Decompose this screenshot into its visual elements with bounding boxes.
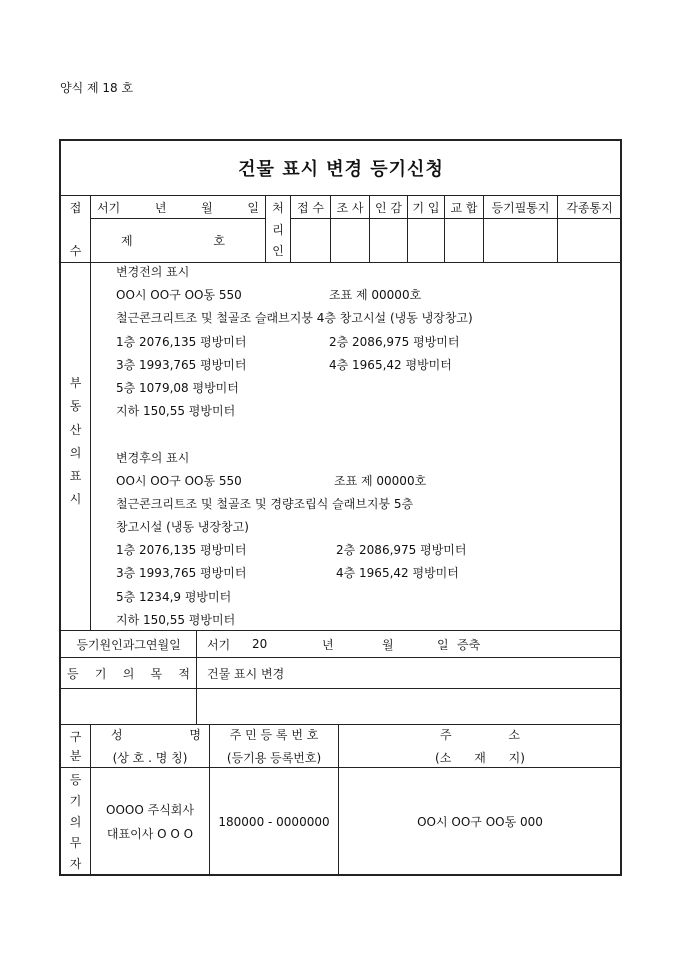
label-char: 목 — [150, 666, 163, 681]
label-char: 부 — [69, 376, 82, 390]
reception-date-field[interactable] — [90, 195, 266, 219]
after-floor: 2층 2086,975 평방미터 — [336, 543, 467, 557]
party-name[interactable] — [90, 767, 210, 876]
header-main: 주 민 등 록 번 호 — [229, 728, 319, 742]
step-header: 각종통지 — [557, 195, 622, 219]
label-char: 의 — [69, 445, 82, 460]
party-category — [60, 767, 91, 876]
header-sub: (소 재 지) — [435, 751, 525, 765]
label-char: 인 — [272, 244, 284, 258]
header-sub: (상 호 . 명 칭) — [112, 751, 188, 765]
cause-part: 증축 — [457, 637, 481, 652]
header-char: 소 — [508, 728, 520, 742]
label-char: 분 — [69, 749, 82, 763]
before-floor: 2층 2086,975 평방미터 — [329, 335, 460, 349]
header-char: 주 — [440, 728, 452, 742]
before-address: OO시 OO구 OO동 550 — [116, 288, 242, 302]
label-char: 자 — [69, 857, 82, 871]
after-floor: 4층 1965,42 평방미터 — [336, 566, 459, 580]
step-stamp-cell[interactable] — [369, 218, 408, 263]
label-char: 리 — [272, 222, 284, 237]
step-stamp-cell[interactable] — [444, 218, 484, 263]
step-header: 등기필통지 — [483, 195, 558, 219]
cause-part: 20 — [252, 637, 268, 651]
before-floor: 지하 150,55 평방미터 — [116, 404, 236, 418]
after-address: OO시 OO구 OO동 550 — [116, 474, 242, 488]
step-header: 인 감 — [369, 195, 408, 219]
header-char: 명 — [189, 728, 201, 742]
step-stamp-cell[interactable] — [330, 218, 370, 263]
after-floor: 5층 1234,9 평방미터 — [116, 590, 232, 604]
date-part: 일 — [247, 200, 259, 215]
name-line: 대표이사 O O O — [106, 826, 194, 841]
party-address[interactable]: OO시 OO구 OO동 000 — [338, 767, 622, 876]
category-header — [60, 724, 91, 768]
before-floor: 5층 1079,08 평방미터 — [116, 381, 239, 395]
header-sub: (등기용 등록번호) — [226, 751, 322, 765]
step-stamp-cell[interactable] — [407, 218, 445, 263]
number-part: 제 — [121, 234, 133, 248]
reception-number-field[interactable] — [90, 218, 266, 263]
cause-label: 등기원인과그연월일 — [60, 630, 197, 658]
label-char: 무 — [69, 836, 82, 850]
label-char: 등 — [69, 773, 82, 787]
date-part: 월 — [201, 200, 213, 215]
before-map-no: 조표 제 00000호 — [329, 288, 422, 302]
before-floor: 4층 1965,42 평방미터 — [329, 358, 452, 372]
id-header — [209, 724, 339, 768]
step-header: 접 수 — [290, 195, 331, 219]
label-char: 등 — [67, 666, 79, 681]
step-header: 교 합 — [444, 195, 484, 219]
before-structure: 철근콘크리트조 및 철골조 슬래브지붕 4층 창고시설 (냉동 냉장창고) — [116, 311, 473, 325]
property-label — [60, 372, 91, 512]
step-stamp-cell[interactable] — [483, 218, 558, 263]
cause-field[interactable] — [196, 630, 622, 658]
step-header: 기 입 — [407, 195, 445, 219]
label-char: 의 — [69, 815, 82, 829]
step-header: 조 사 — [330, 195, 370, 219]
step-stamp-cell[interactable] — [290, 218, 331, 263]
label-char: 처 — [272, 201, 284, 215]
before-floor: 3층 1993,765 평방미터 — [116, 358, 247, 372]
cause-part: 년 — [322, 637, 334, 652]
blank-label-cell — [60, 688, 197, 725]
label-char: 산 — [69, 422, 82, 437]
label-char: 동 — [69, 399, 82, 414]
label-char: 구 — [69, 730, 82, 744]
address-header — [338, 724, 622, 768]
after-structure: 철근콘크리트조 및 철골조 및 경량조립식 슬래브지붕 5층 — [116, 497, 414, 511]
label-char: 시 — [69, 492, 82, 507]
after-structure: 창고시설 (냉동 냉장창고) — [116, 520, 249, 534]
name-line: OOOO 주식회사 — [106, 802, 194, 817]
label-char: 적 — [178, 666, 190, 681]
purpose-label — [60, 657, 197, 689]
label-char: 접 — [69, 201, 82, 215]
step-stamp-cell[interactable] — [557, 218, 622, 263]
date-part: 년 — [154, 200, 167, 215]
after-floor: 1층 2076,135 평방미터 — [116, 543, 247, 557]
after-floor: 지하 150,55 평방미터 — [116, 613, 236, 627]
after-floor: 3층 1993,765 평방미터 — [116, 566, 247, 580]
date-part: 서기 — [97, 200, 121, 215]
before-heading: 변경전의 표시 — [116, 265, 190, 279]
cause-part: 일 — [437, 637, 449, 652]
after-heading: 변경후의 표시 — [116, 451, 190, 465]
before-floor: 1층 2076,135 평방미터 — [116, 335, 247, 349]
label-char: 의 — [122, 666, 135, 681]
party-id[interactable]: 180000 - 0000000 — [209, 767, 339, 876]
after-map-no: 조표 제 00000호 — [334, 474, 427, 488]
label-char: 수 — [69, 244, 82, 258]
purpose-field[interactable]: 건물 표시 변경 — [196, 657, 622, 689]
label-char: 기 — [69, 794, 82, 808]
number-part: 호 — [213, 234, 225, 248]
cause-part: 월 — [382, 637, 394, 652]
handler-label — [265, 195, 291, 263]
blank-field[interactable] — [196, 688, 622, 725]
label-char: 표 — [69, 469, 82, 484]
cause-part: 서기 — [207, 637, 231, 652]
reception-label — [60, 195, 91, 263]
form-number: 양식 제 18 호 — [60, 81, 134, 95]
name-header — [90, 724, 210, 768]
label-char: 기 — [94, 666, 107, 681]
form-title: 건물 표시 변경 등기신청 — [238, 159, 444, 180]
header-char: 성 — [111, 728, 123, 742]
